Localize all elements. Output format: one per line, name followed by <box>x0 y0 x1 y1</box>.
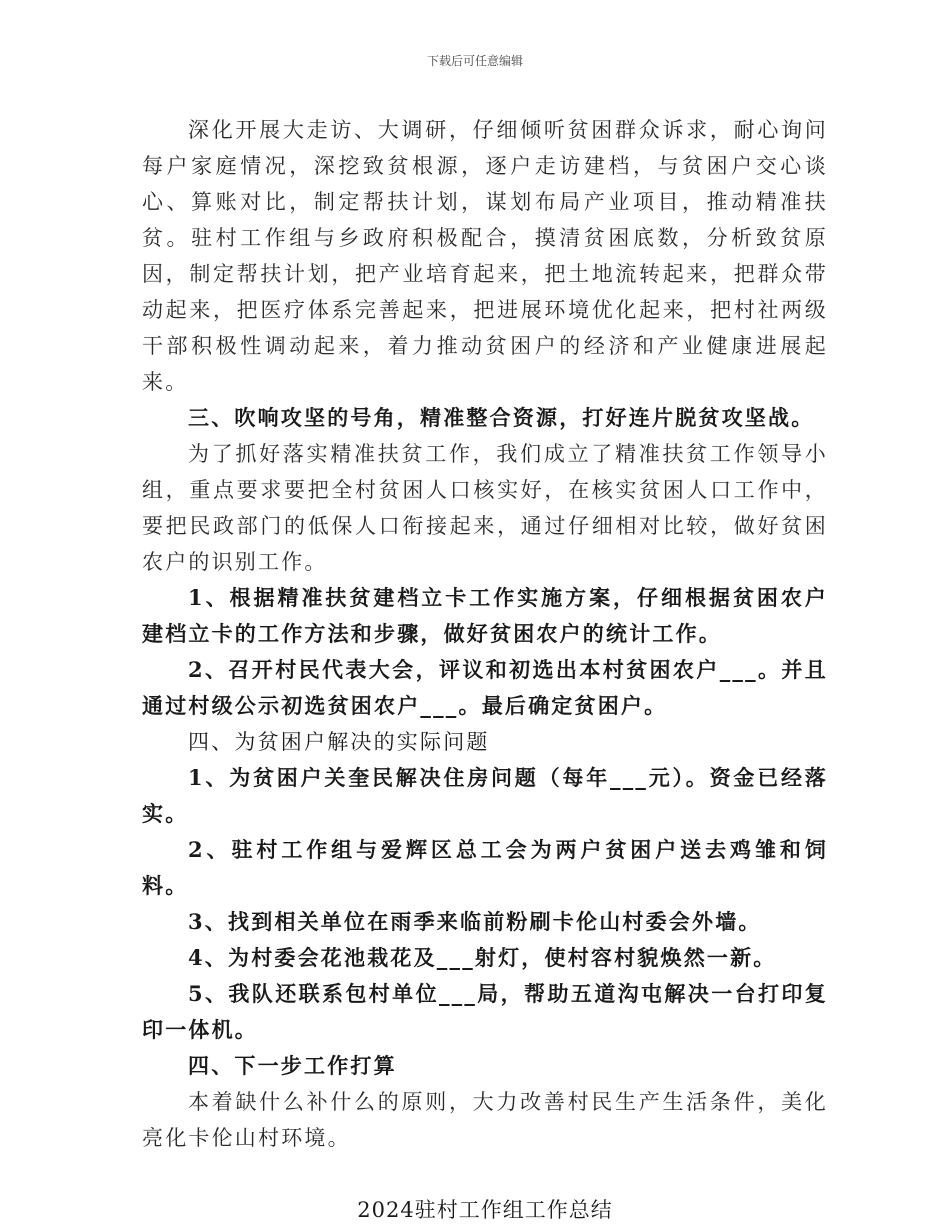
spacer <box>142 1156 828 1192</box>
list-item-1: 1、根据精准扶贫建档立卡工作实施方案，仔细根据贫困农户建档立卡的工作方法和步骤，做好贫困农户的统计工作。 <box>142 585 828 646</box>
problem-item-4: 4、为村委会花池栽花及___射灯，使村容村貌焕然一新。 <box>188 945 777 970</box>
section-heading-4b: 四、下一步工作打算 <box>188 1053 397 1078</box>
problem-item-1: 1、为贫困户关奎民解决住房问题（每年___元）。资金已经落实。 <box>142 765 828 826</box>
page-header-note: 下载后可任意编辑 <box>426 54 523 68</box>
section-heading-3: 三、吹响攻坚的号角，精准整合资源，打好连片脱贫攻坚战。 <box>188 405 815 430</box>
problem-item-2: 2、驻村工作组与爱辉区总工会为两户贫困户送去鸡雏和饲料。 <box>142 837 828 898</box>
list-item-2: 2、召开村民代表大会，评议和初选出本村贫困农户___。并且通过村级公示初选贫困农户___。最后确定贫困户。 <box>142 657 828 718</box>
problem-item-5: 5、我队还联系包村单位___局，帮助五道沟屯解决一台打印复印一体机。 <box>142 981 828 1042</box>
document-body <box>142 112 828 1228</box>
paragraph-visits: 深化开展大走访、大调研，仔细倾听贫困群众诉求，耐心询问每户家庭情况，深挖致贫根源，逐户走访建档，与贫困户交心谈心、算账对比，制定帮扶计划，谋划布局产业项目，推动精准扶贫。驻村工作组与乡政府积极配合，摸清贫困底数，分析致贫原因，制定帮扶计划，把产业培育起来，把土地流转起来，把群众带动起来，把医疗体系完善起来，把进展环境优化起来，把村社两级干部积极性调动起来，着力推动贫困户的经济和产业健康进展起来。 <box>142 118 828 394</box>
problem-item-3: 3、找到相关单位在雨季来临前粉刷卡伦山村委会外墙。 <box>188 909 762 934</box>
paragraph-leadership-group: 为了抓好落实精准扶贫工作，我们成立了精准扶贫工作领导小组，重点要求要把全村贫困人口核实好，在核实贫困人口工作中，要把民政部门的低保人口衔接起来，通过仔细相对比较，做好贫困农户的识别工作。 <box>142 442 828 574</box>
section-heading-4a: 四、为贫困户解决的实际问题 <box>188 730 490 754</box>
document-title: 2024驻村工作组工作总结 <box>357 1198 613 1222</box>
paragraph-next-steps: 本着缺什么补什么的原则，大力改善村民生产生活条件，美化亮化卡伦山村环境。 <box>142 1090 828 1150</box>
